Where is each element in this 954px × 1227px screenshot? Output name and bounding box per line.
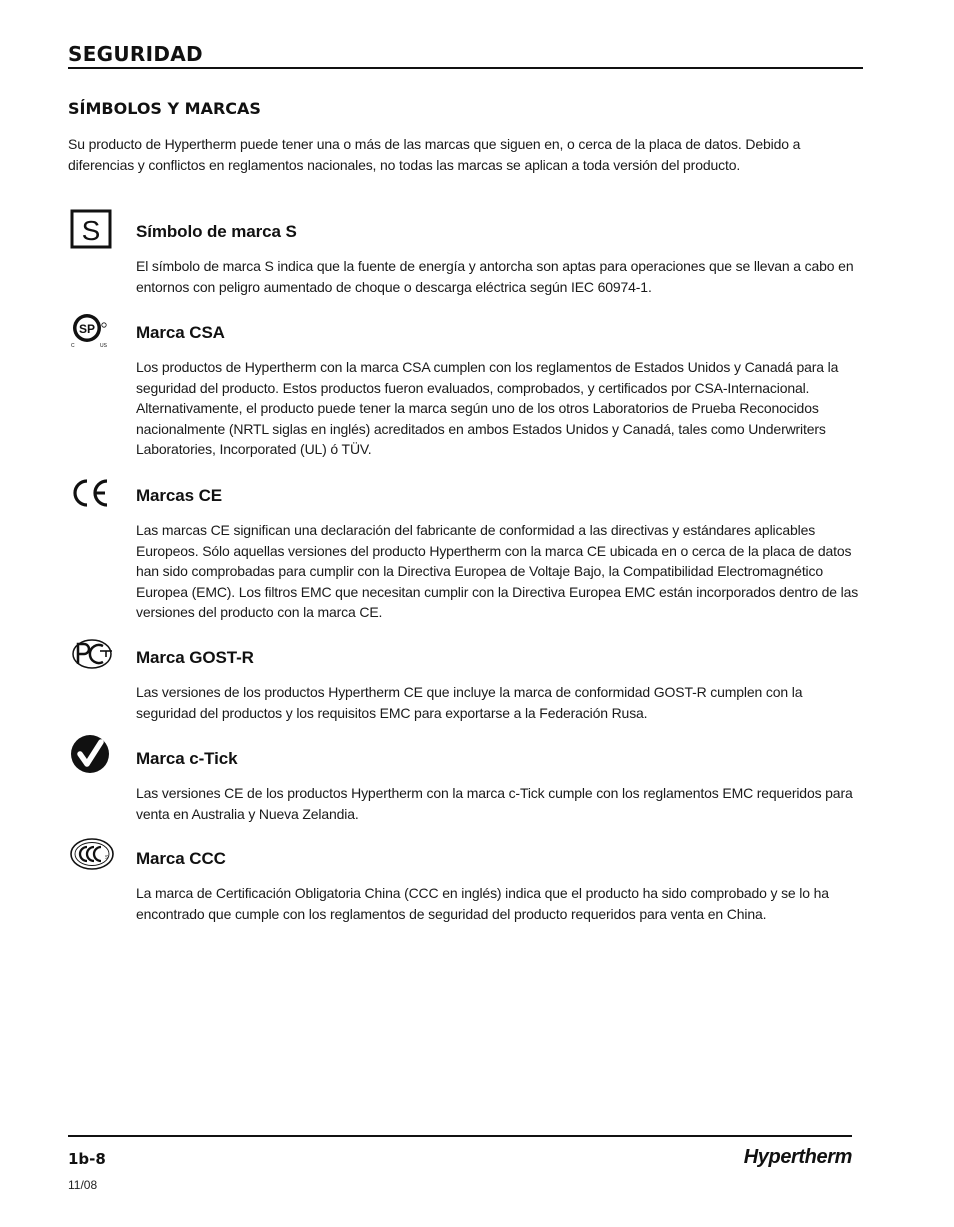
mark-body-ce: Las marcas CE significan una declaración del fabricante de conformidad a las directivas y estándares aplicables Europeos. Sólo aquellas versiones del producto Hypertherm con la marca CE ubicada en o cerca de la placa de datos han sido comprobadas para cumplir con la Directiva Europea de Voltaje Bajo, la Compatibilidad Electromagnético Europea (EMC). Los filtros EMC que necesitan cumplir con la Directiva Europea EMC están incorporados dentro de las versiones del producto con la marca CE.: [136, 522, 859, 621]
brand-logo: Hypertherm: [743, 1146, 852, 1168]
svg-text:C: C: [71, 343, 75, 349]
svg-text:S: S: [105, 855, 109, 861]
mark-title-gost-r: Marca GOST-R: [136, 648, 254, 667]
s-mark-icon: [70, 209, 118, 253]
csa-mark-icon: [70, 310, 118, 354]
ce-mark-icon: [70, 476, 118, 520]
c-tick-mark-icon: [70, 733, 118, 777]
section-intro: Su producto de Hypertherm puede tener una o más de las marcas que siguen en, o cerca de la placa de datos. Debido a diferencias y conflictos en reglamentos nacionales, no todas las marcas se aplican a toda versión del producto.: [68, 136, 801, 173]
footer-divider: [68, 1135, 852, 1137]
ccc-mark-icon: [70, 837, 118, 881]
mark-body-ccc: La marca de Certificación Obligatoria China (CCC en inglés) indica que el producto ha sido comprobado y se lo ha encontrado que cumple con los reglamentos de seguridad del producto requeridos para venta en China.: [136, 885, 829, 922]
section-title: SÍMBOLOS Y MARCAS: [68, 99, 261, 118]
svg-text:US: US: [100, 343, 107, 349]
svg-text:SP: SP: [78, 322, 96, 336]
mark-body-c-tick: Las versiones CE de los productos Hypertherm con la marca c-Tick cumple con los reglamentos EMC requeridos para venta en Australia y Nueva Zelandia.: [136, 785, 853, 822]
gost-r-mark-icon: [70, 637, 118, 681]
page-header-title: SEGURIDAD: [68, 42, 203, 66]
revision-date: 11/08: [68, 1178, 98, 1192]
page-number: 1b-8: [68, 1150, 106, 1168]
mark-body-gost-r: Las versiones de los productos Hypertherm CE que incluye la marca de conformidad GOST-R cumplen con la seguridad del productos y los requisitos EMC para exportarse a la Federación Rusa.: [136, 684, 803, 721]
mark-title-ccc: Marca CCC: [136, 849, 226, 868]
mark-title-c-tick: Marca c-Tick: [136, 749, 238, 768]
header-divider: [68, 67, 863, 69]
svg-text:S: S: [81, 215, 101, 246]
mark-body-csa: Los productos de Hypertherm con la marca CSA cumplen con los reglamentos de Estados Unidos y Canadá para la seguridad del producto. Estos productos fueron evaluados, comprobados, y certificados por CSA-Internacional. Alternativamente, el producto puede tener la marca según uno de los otros Laboratorios de Prueba Reconocidos nacionalmente (NRTL siglas en inglés) acreditados en ambos Estados Unidos y Canadá, tales como Underwriters Laboratories, Incorporated (UL) ó TÜV.: [136, 359, 839, 458]
mark-title-ce: Marcas CE: [136, 486, 223, 505]
mark-title-csa: Marca CSA: [136, 323, 225, 342]
mark-body-s: El símbolo de marca S indica que la fuente de energía y antorcha son aptas para operaciones que se llevan a cabo en entornos con peligro aumentado de choque o descarga eléctrica según IEC 60974-1.: [136, 258, 854, 295]
mark-title-s: Símbolo de marca S: [136, 222, 297, 241]
